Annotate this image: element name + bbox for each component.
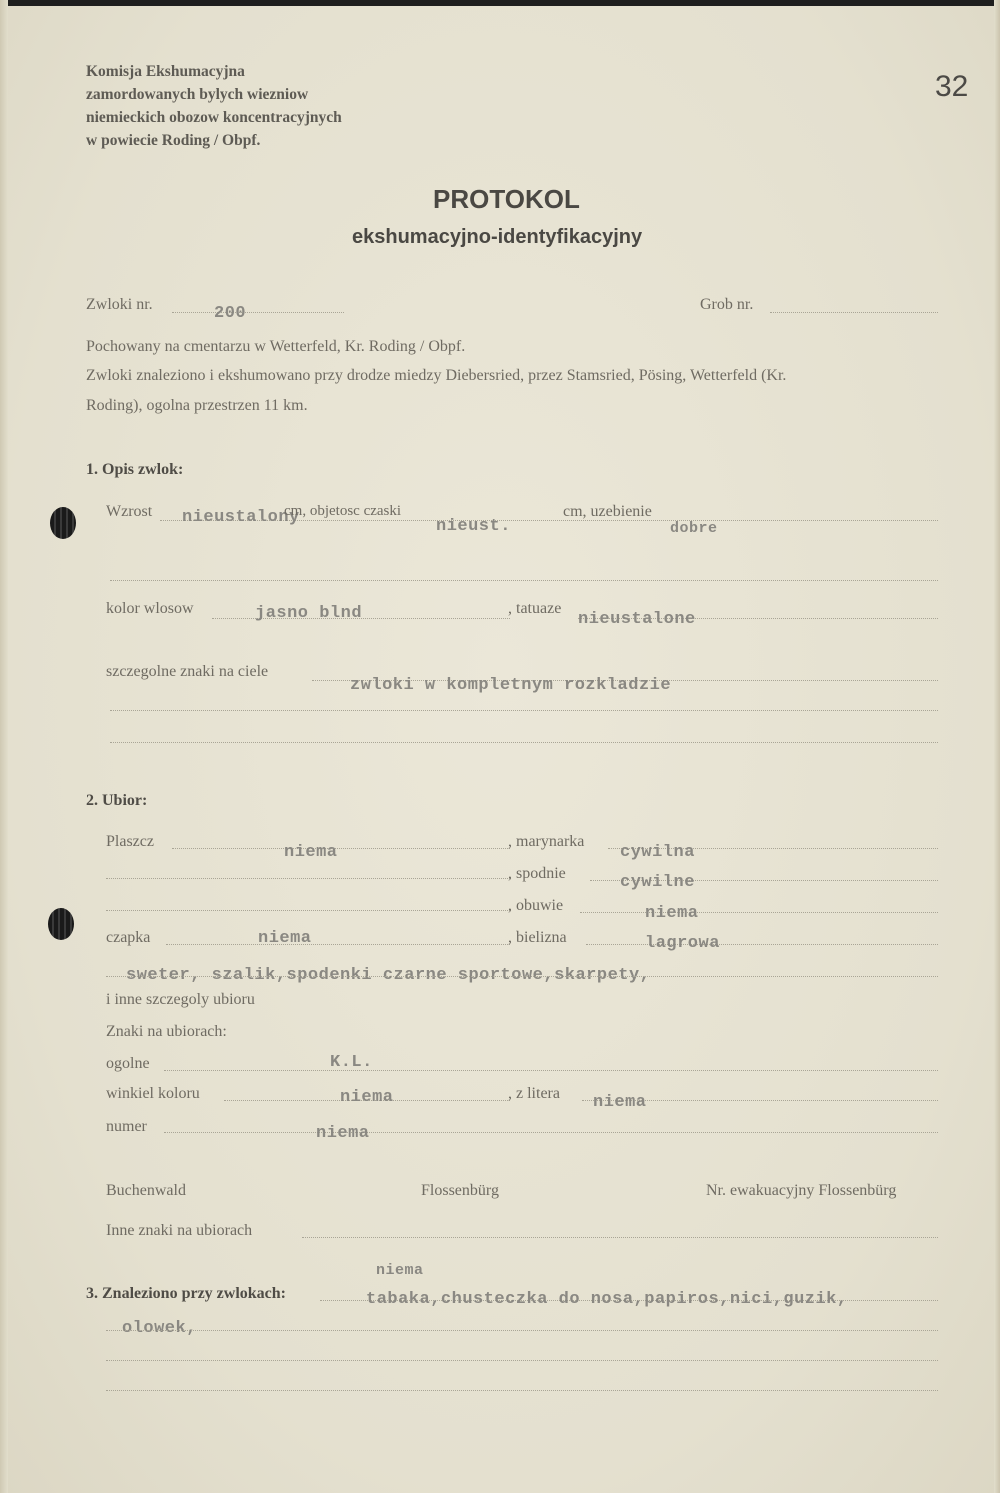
czapka-label: czapka [106,929,151,946]
z-litera-label: , z litera [508,1085,560,1102]
section-3-heading: 3. Znaleziono przy zwlokach: [86,1285,286,1302]
cm-objetosc-label: cm, objetosc czaski [284,503,402,519]
ubior-dotted-line-3 [106,910,510,911]
numer-label: numer [106,1118,147,1135]
bielizna-dotted-line [586,944,938,945]
document-title: PROTOKOL [433,184,580,214]
wzrost-label: Wzrost [106,503,153,520]
document-subtitle: ekshumacyjno-identyfikacyjny [352,226,643,248]
z-litera-value: niema [593,1093,647,1112]
grob-dotted-line [770,312,938,313]
inne-szczegoly-value: sweter, szalik,spodenki czarne sportowe,skarpety, [126,966,651,985]
scan-right-edge [994,0,1000,1493]
wzrost-value: nieustalony [182,508,300,527]
marynarka-label: , marynarka [508,833,585,850]
section-1-heading: 1. Opis zwlok: [86,461,184,478]
plaszcz-value: niema [284,843,338,862]
scan-top-border [0,0,1000,6]
szczegolne-znaki-value: zwloki w kompletnym rozkladzie [350,676,672,695]
bielizna-value: lagrowa [645,934,720,953]
plaszcz-label: Plaszcz [106,833,154,850]
obuwie-dotted-line [580,912,938,913]
znaki-dotted-line-2 [110,710,938,711]
znaleziono-dotted-line-3 [106,1360,938,1361]
inne-znaki-label: Inne znaki na ubiorach [106,1222,253,1239]
znaleziono-value-1: tabaka,chusteczka do nosa,papiros,nici,guzik, [366,1290,848,1309]
page-number: 32 [935,70,969,103]
ogolne-value: K.L. [330,1053,373,1072]
szczegolne-znaki-label: szczegolne znaki na ciele [106,663,269,680]
numer-value: niema [316,1124,370,1143]
kolor-wlosow-label: kolor wlosow [106,600,194,617]
buchenwald-label: Buchenwald [106,1182,186,1199]
header-line-3: niemieckich obozow koncentracyjnych [86,109,342,126]
zwloki-dotted-line [172,312,344,313]
section-2-heading: 2. Ubior: [86,792,148,809]
cm-uzebienie-label: cm, uzebienie [563,503,652,520]
ogolne-label: ogolne [106,1055,150,1072]
znaki-dotted-line-3 [110,742,938,743]
numer-dotted-line [164,1132,938,1133]
znaleziono-value-2: olowek, [122,1319,197,1338]
punch-hole-top [50,507,76,539]
nr-ewakuacyjny-label: Nr. ewakuacyjny Flossenbürg [706,1182,897,1199]
tatuaze-label: , tatuaze [508,600,562,617]
opis-dotted-line-2 [110,580,938,581]
header-line-2: zamordowanych bylych wiezniow [86,86,309,103]
punch-hole-bottom [48,908,74,940]
kolor-wlosow-value: jasno blnd [255,604,363,623]
znaleziono-dotted-line-4 [106,1390,938,1391]
inne-znaki-dotted-line [302,1237,938,1238]
header-line-4: w powiecie Roding / Obpf. [86,132,261,149]
obuwie-value: niema [645,904,699,923]
zwloki-label: Zwloki nr. [86,296,153,313]
inne-znaki-value: niema [376,1262,424,1279]
uzebienie-value: dobre [670,520,718,537]
znaleziono-text-2: Roding), ogolna przestrzen 11 km. [86,397,308,414]
znaleziono-text-1: Zwloki znaleziono i ekshumowano przy drodze miedzy Diebersried, przez Stamsried, Pösing, Wetterfeld (Kr. [86,367,787,384]
winkiel-value: niema [340,1088,394,1107]
znaleziono-dotted-line-2 [106,1330,938,1331]
inne-szczegoly-label: i inne szczegoly ubioru [106,991,255,1008]
znaki-na-ubiorach-heading: Znaki na ubiorach: [106,1023,227,1040]
spodnie-value: cywilne [620,873,695,892]
winkiel-label: winkiel koloru [106,1085,200,1102]
flossenburg-label: Flossenbürg [421,1182,499,1199]
marynarka-value: cywilna [620,843,695,862]
czapka-value: niema [258,929,312,948]
obuwie-label: , obuwie [508,897,564,914]
zwloki-value: 200 [214,304,247,323]
plaszcz-dotted-line [172,848,510,849]
tatuaze-value: nieustalone [578,610,696,629]
header-line-1: Komisja Ekshumacyjna [86,63,245,80]
grob-label: Grob nr. [700,296,754,313]
ogolne-dotted-line [164,1070,938,1071]
scan-left-edge [0,0,8,1493]
czapka-dotted-line [166,944,510,945]
spodnie-label: , spodnie [508,865,566,882]
bielizna-label: , bielizna [508,929,567,946]
pochowany-text: Pochowany na cmentarzu w Wetterfeld, Kr. Roding / Obpf. [86,338,466,355]
inne-dotted-line [106,976,938,977]
czaski-value: nieust. [436,517,511,536]
ubior-dotted-line-2 [106,878,510,879]
